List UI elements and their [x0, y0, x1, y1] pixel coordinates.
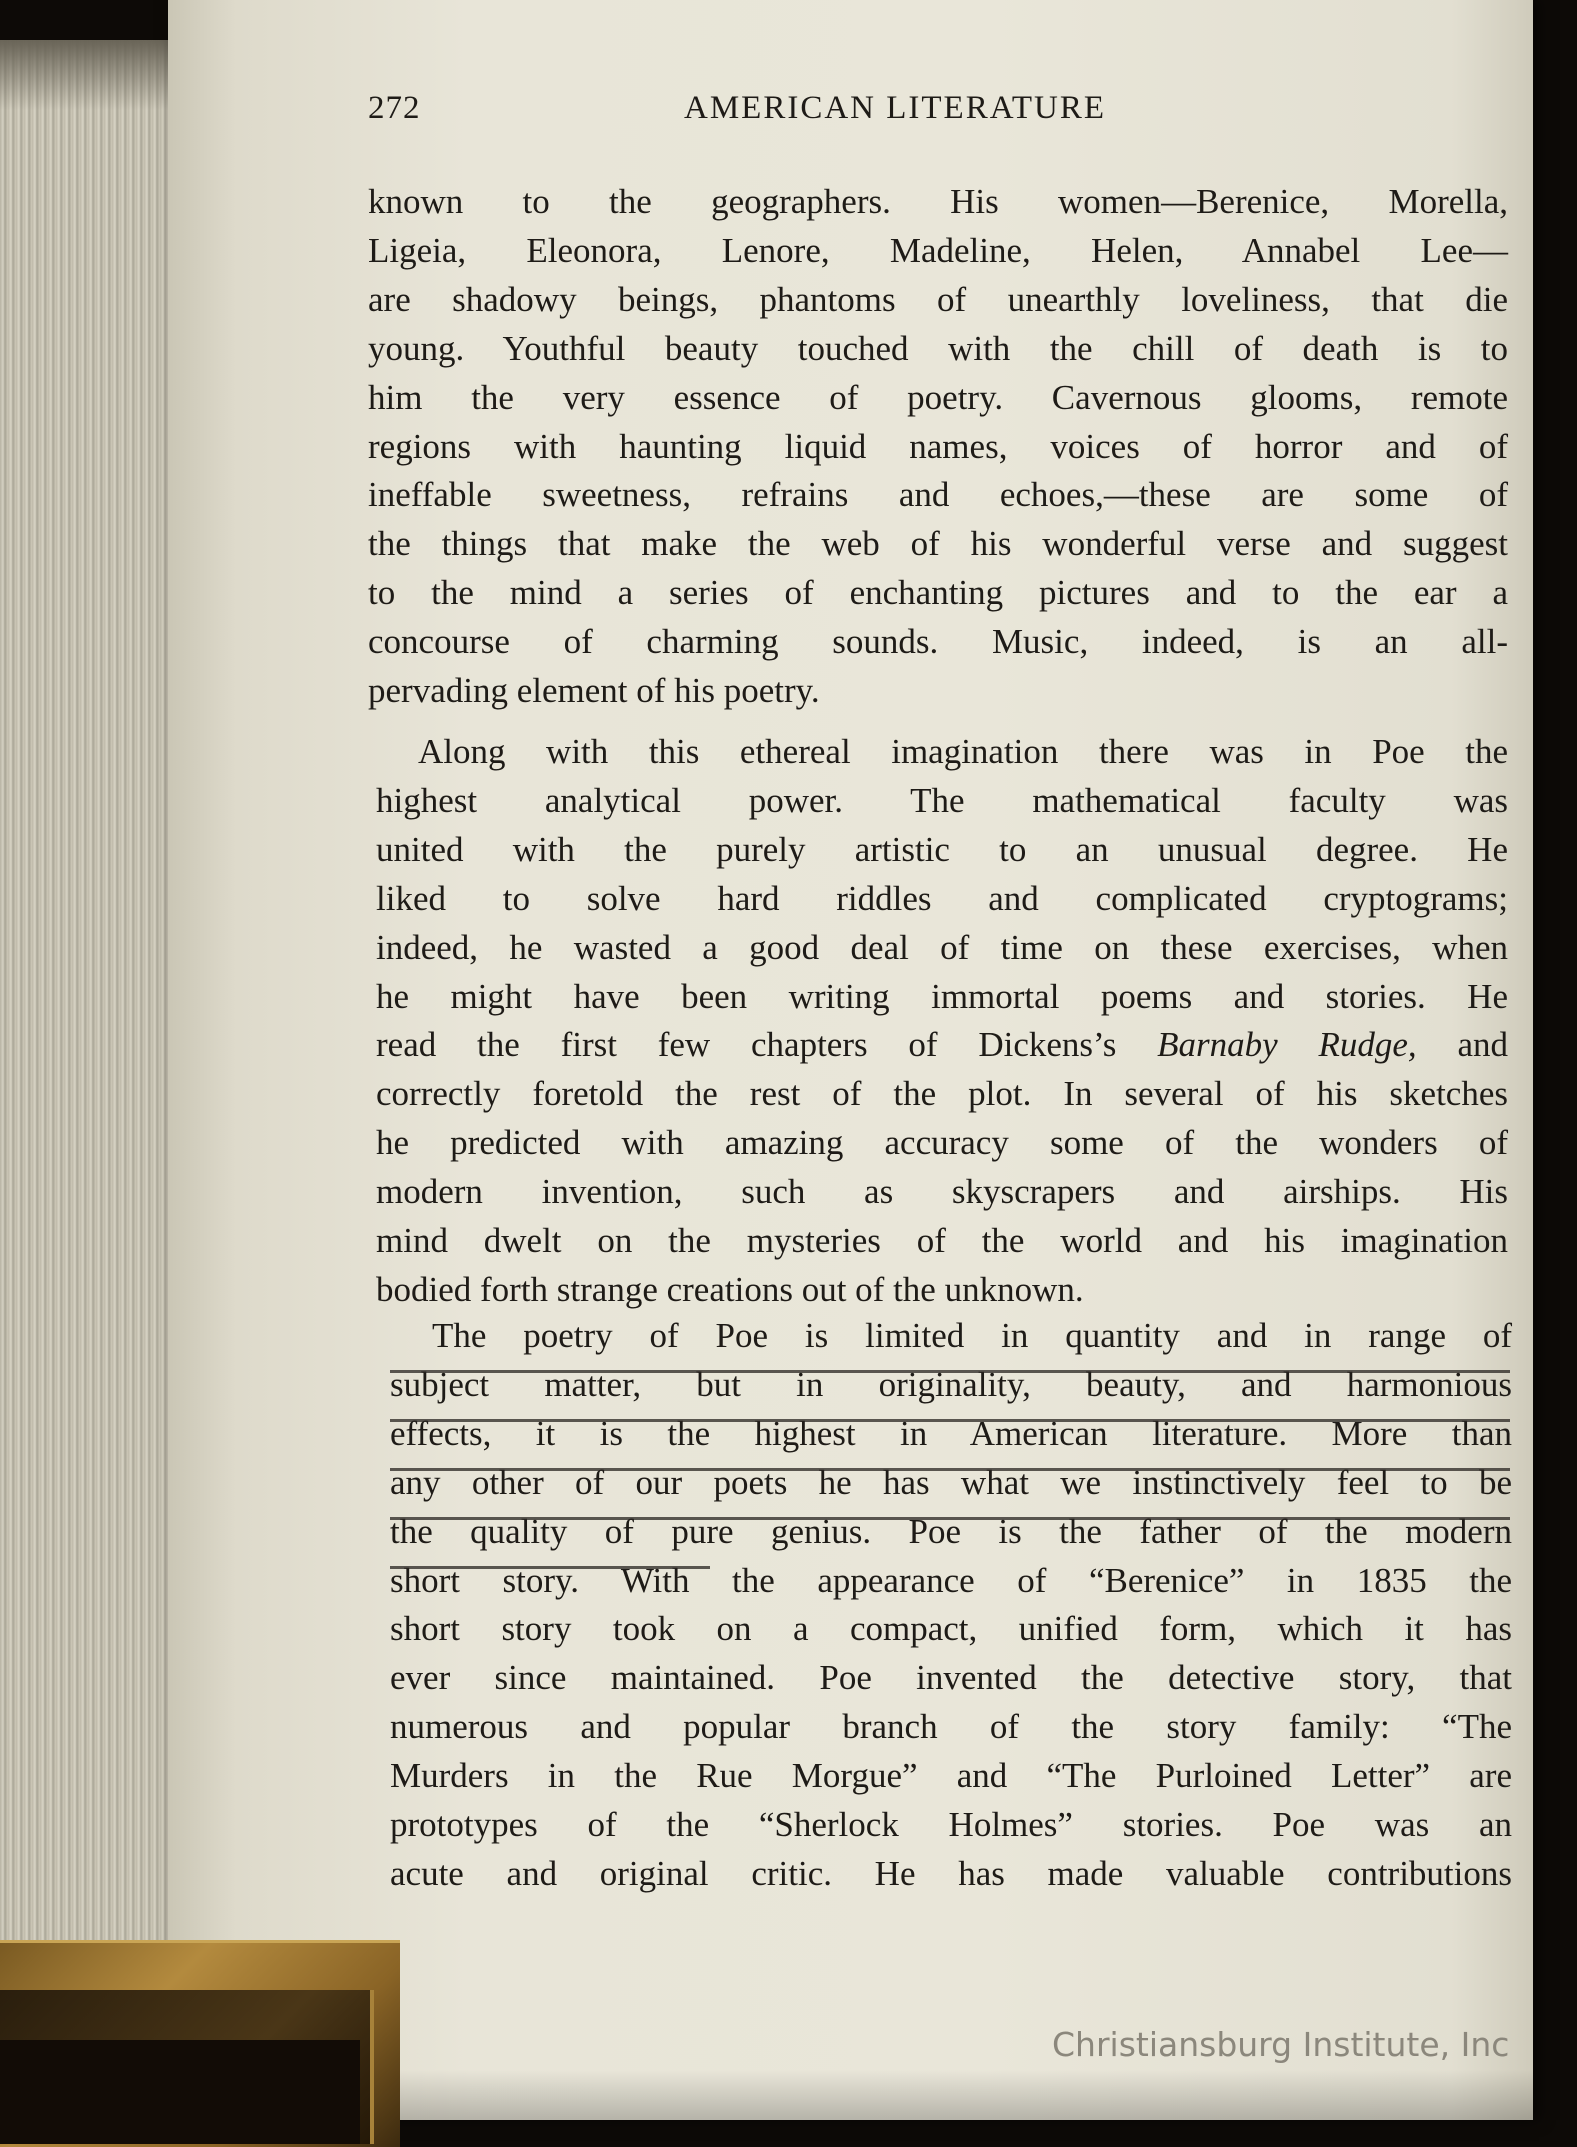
pencil-underline	[390, 1566, 710, 1569]
text-line-underlined: any other of our poets he has what we instinctively feel to be	[390, 1462, 1512, 1502]
text-line-with-title	[376, 1021, 1508, 1070]
book-title-italic: Barnaby Rudge,	[1157, 1025, 1417, 1065]
text-line: highest analytical power. The mathematical faculty was	[376, 780, 1508, 820]
text-line: him the very essence of poetry. Cavernous glooms, remote	[368, 377, 1508, 417]
text-line: prototypes of the “Sherlock Holmes” stories. Poe was an	[390, 1805, 1512, 1845]
text-line: indeed, he wasted a good deal of time on these exercises, when	[376, 927, 1508, 967]
text-line: ever since maintained. Poe invented the detective story, that	[390, 1658, 1512, 1698]
text-line: short story took on a compact, unified form, which it has	[390, 1609, 1512, 1649]
text-line: he might have been writing immortal poems and stories. He	[376, 976, 1508, 1016]
text-line: regions with haunting liquid names, voices of horror and of	[368, 426, 1508, 466]
paragraph-2	[376, 728, 1508, 1315]
text-line: concourse of charming sounds. Music, indeed, is an all-	[368, 622, 1508, 662]
text-line-underlined: subject matter, but in originality, beauty, and harmonious	[390, 1364, 1512, 1404]
text-line-underlined: the quality of pure genius. Poe is the father of the modern	[390, 1511, 1512, 1551]
text-line: the things that make the web of his wonderful verse and suggest	[368, 524, 1508, 564]
paragraph-3	[390, 1312, 1512, 1899]
text-line: pervading element of his poetry.	[368, 671, 820, 711]
watermark: Christiansburg Institute, Inc	[1052, 2025, 1510, 2064]
text-fragment: read the first few chapters of Dickens’s	[376, 1025, 1158, 1065]
page-number: 272	[368, 90, 421, 126]
text-line: numerous and popular branch of the story family: “The	[390, 1707, 1512, 1747]
text-line: ineffable sweetness, refrains and echoes,—these are some of	[368, 475, 1508, 515]
text-line: united with the purely artistic to an unusual degree. He	[376, 829, 1508, 869]
running-head: AMERICAN LITERATURE	[684, 90, 1107, 126]
book-shadow	[0, 2040, 360, 2144]
text-line: modern invention, such as skyscrapers and airships. His	[376, 1172, 1508, 1212]
text-line: bodied forth strange creations out of the unknown.	[376, 1269, 1084, 1309]
text-line: acute and original critic. He has made valuable contributions	[390, 1853, 1512, 1893]
text-line: correctly foretold the rest of the plot. In several of his sketches	[376, 1074, 1508, 1114]
text-line-underlined: effects, it is the highest in American literature. More than	[390, 1413, 1512, 1453]
pencil-underline	[390, 1468, 1510, 1471]
text-line: short story. With the appearance of “Berenice” in 1835 the	[390, 1560, 1512, 1600]
text-line: he predicted with amazing accuracy some of the wonders of	[376, 1123, 1508, 1163]
text-line: known to the geographers. His women—Berenice, Morella,	[368, 182, 1508, 221]
text-line: Murders in the Rue Morgue” and “The Purloined Letter” are	[390, 1756, 1512, 1796]
text-line: mind dwelt on the mysteries of the world and his imagination	[376, 1221, 1508, 1261]
page-content	[368, 60, 1512, 1893]
pencil-underline	[390, 1370, 1510, 1373]
text-line: young. Youthful beauty touched with the chill of death is to	[368, 328, 1508, 368]
text-line: are shadowy beings, phantoms of unearthly loveliness, that die	[368, 279, 1508, 319]
text-fragment: and	[1416, 1025, 1508, 1065]
text-line: liked to solve hard riddles and complicated cryptograms;	[376, 878, 1508, 918]
pencil-underline	[390, 1517, 1510, 1520]
page-header	[368, 60, 1508, 126]
text-line: Ligeia, Eleonora, Lenore, Madeline, Helen, Annabel Lee—	[368, 230, 1508, 270]
text-line: Along with this ethereal imagination there was in Poe the	[418, 732, 1508, 771]
pencil-underline	[390, 1419, 1510, 1422]
paragraph-1	[368, 178, 1508, 716]
text-line: to the mind a series of enchanting pictures and to the ear a	[368, 573, 1508, 613]
text-line: The poetry of Poe is limited in quantity and in range of	[432, 1316, 1512, 1355]
